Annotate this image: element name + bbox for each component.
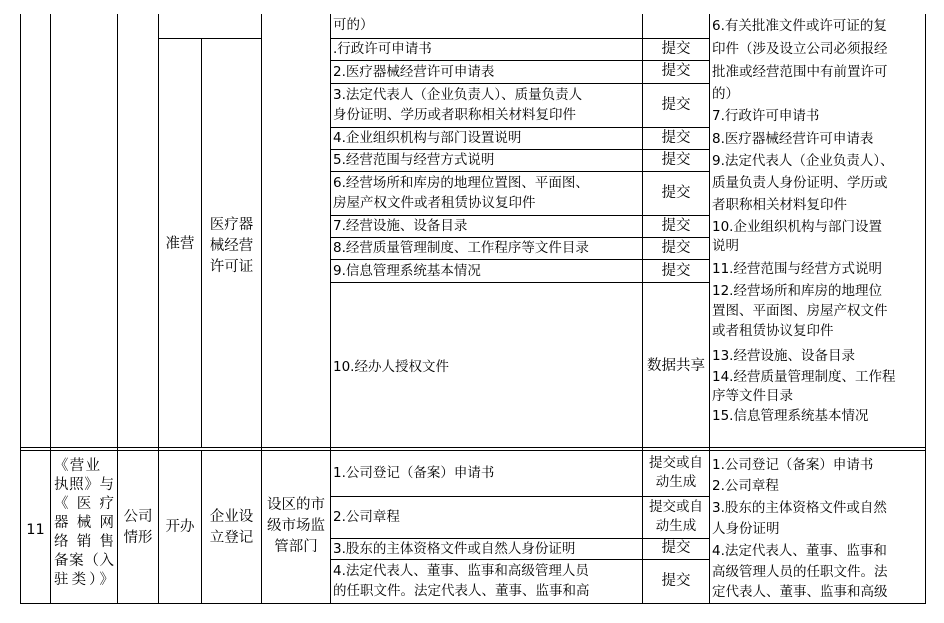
business-type-cell: 准营 bbox=[165, 236, 195, 252]
material-item: 1.公司登记（备案）申请书 bbox=[333, 465, 495, 481]
item-title-line: 器 械 网 bbox=[54, 515, 114, 531]
item-title-line: 备案（入 bbox=[54, 553, 114, 569]
summary-line: 1.公司登记（备案）申请书 bbox=[712, 457, 874, 473]
method-cell: 提交 bbox=[661, 152, 691, 168]
department-cell bbox=[262, 495, 330, 558]
item-title-cell bbox=[54, 457, 114, 590]
col-sep-scenario bbox=[158, 14, 159, 604]
item-title-line: 《营业 bbox=[54, 458, 100, 474]
method-cell: 提交 bbox=[661, 130, 691, 146]
material-item: 的任职文件。法定代表人、董事、监事和高 bbox=[333, 583, 590, 599]
license-name-line: 械经营 bbox=[209, 238, 254, 254]
summary-line: 质量负责人身份证明、学历或 bbox=[712, 175, 888, 191]
summary-line: 12.经营场所和库房的地理位 bbox=[712, 283, 882, 299]
method-cell: 提交 bbox=[661, 63, 691, 79]
row-separator bbox=[20, 450, 926, 451]
material-item: 可的） bbox=[333, 17, 374, 33]
material-item: 4.企业组织机构与部门设置说明 bbox=[333, 130, 522, 146]
item-title-line: 络 销 售 bbox=[54, 534, 114, 550]
summary-line: 6.有关批准文件或许可证的复 bbox=[712, 18, 887, 34]
method-cell: 动生成 bbox=[655, 518, 697, 534]
summary-line: 11.经营范围与经营方式说明 bbox=[712, 261, 882, 277]
material-item: 3.股东的主体资格文件或自然人身份证明 bbox=[333, 541, 576, 557]
summary-line: 10.企业组织机构与部门设置 bbox=[712, 219, 882, 235]
material-item: 4.法定代表人、董事、监事和高级管理人员 bbox=[333, 563, 589, 579]
department-line: 设区的市 bbox=[267, 497, 325, 513]
stage-cell: 开办 bbox=[165, 519, 195, 535]
col-sep-material bbox=[330, 14, 331, 604]
material-item: 2.公司章程 bbox=[333, 509, 400, 525]
material-item: 3.法定代表人（企业负责人）、质量负责人 bbox=[333, 87, 583, 103]
method-cell: 提交或自 bbox=[649, 455, 703, 471]
summary-line: 2.公司章程 bbox=[712, 478, 779, 494]
license-name-cell bbox=[202, 215, 261, 278]
material-item: 9.信息管理系统基本情况 bbox=[333, 263, 481, 279]
material-line bbox=[330, 171, 709, 172]
item-line: 立登记 bbox=[209, 530, 254, 546]
item-line: 企业设 bbox=[209, 509, 254, 525]
sub-block-top-line bbox=[158, 38, 261, 39]
summary-line: 高级管理人员的任职文件。法 bbox=[712, 564, 888, 580]
material-item: 10.经办人授权文件 bbox=[333, 359, 449, 375]
item-title-line: 《 医 疗 bbox=[54, 496, 114, 512]
method-cell: 提交 bbox=[661, 263, 691, 279]
method-cell: 提交 bbox=[661, 218, 691, 234]
license-name-line: 许可证 bbox=[209, 259, 254, 275]
method-cell: 数据共享 bbox=[647, 358, 705, 374]
scenario-line: 情形 bbox=[123, 530, 153, 546]
row-separator bbox=[20, 447, 926, 448]
row-number: 11 bbox=[26, 522, 45, 538]
col-sep-summary bbox=[709, 14, 710, 604]
material-item: 5.经营范围与经营方式说明 bbox=[333, 152, 495, 168]
material-item: 房屋产权文件或者租赁协议复印件 bbox=[333, 195, 536, 211]
table-border-bottom bbox=[20, 603, 926, 604]
material-item: 身份证明、学历或者职称相关材料复印件 bbox=[333, 107, 576, 123]
summary-line: 序等文件目录 bbox=[712, 388, 793, 404]
summary-line: 置图、平面图、房屋产权文件 bbox=[712, 303, 888, 319]
item-cell bbox=[202, 507, 261, 549]
material-item: 8.经营质量管理制度、工作程序等文件目录 bbox=[333, 240, 589, 256]
summary-line: 印件（涉及设立公司必须报经 bbox=[712, 41, 888, 57]
summary-line: 7.行政许可申请书 bbox=[712, 108, 820, 124]
department-line: 级市场监 bbox=[267, 518, 325, 534]
material-item: 7.经营设施、设备目录 bbox=[333, 218, 468, 234]
method-cell: 动生成 bbox=[655, 474, 697, 490]
summary-line: 批准或经营范围中有前置许可 bbox=[712, 64, 888, 80]
material-item: .行政许可申请书 bbox=[333, 41, 432, 57]
method-cell: 提交 bbox=[661, 41, 691, 57]
license-name-line: 医疗器 bbox=[209, 217, 254, 233]
summary-line: 的） bbox=[712, 86, 739, 102]
material-line bbox=[330, 282, 709, 283]
summary-line: 定代表人、董事、监事和高级 bbox=[712, 584, 888, 600]
summary-line: 者职称相关材料复印件 bbox=[712, 197, 847, 213]
summary-line: 说明 bbox=[712, 238, 739, 254]
scenario-line: 公司 bbox=[123, 509, 153, 525]
summary-line: 8.医疗器械经营许可申请表 bbox=[712, 131, 874, 147]
scenario-cell bbox=[118, 507, 158, 549]
item-title-line: 驻类）》 bbox=[54, 572, 114, 588]
summary-line: 9.法定代表人（企业负责人）、 bbox=[712, 153, 894, 169]
summary-line: 14.经营质量管理制度、工作程 bbox=[712, 369, 896, 385]
material-item: 6.经营场所和库房的地理位置图、平面图、 bbox=[333, 175, 589, 191]
method-cell: 提交 bbox=[661, 185, 691, 201]
department-line: 管部门 bbox=[274, 539, 318, 555]
method-cell: 提交 bbox=[661, 97, 691, 113]
material-line bbox=[330, 496, 709, 497]
summary-line: 4.法定代表人、董事、监事和 bbox=[712, 543, 887, 559]
item-title-line: 执照》与 bbox=[54, 477, 114, 493]
method-cell: 提交 bbox=[661, 573, 691, 589]
method-cell: 提交或自 bbox=[649, 499, 703, 515]
summary-line: 或者租赁协议复印件 bbox=[712, 323, 834, 339]
summary-line: 13.经营设施、设备目录 bbox=[712, 348, 855, 364]
summary-line: 15.信息管理系统基本情况 bbox=[712, 408, 869, 424]
summary-line: 3.股东的主体资格文件或自然 bbox=[712, 500, 887, 516]
table-border-left bbox=[20, 14, 21, 604]
col-sep-number bbox=[50, 14, 51, 604]
material-line bbox=[330, 259, 709, 260]
table-border-right bbox=[925, 14, 926, 604]
material-item: 2.医疗器械经营许可申请表 bbox=[333, 64, 495, 80]
material-line bbox=[330, 559, 709, 560]
method-cell: 提交 bbox=[661, 540, 691, 556]
material-line bbox=[330, 83, 709, 84]
summary-line: 人身份证明 bbox=[712, 521, 780, 537]
method-cell: 提交 bbox=[661, 240, 691, 256]
